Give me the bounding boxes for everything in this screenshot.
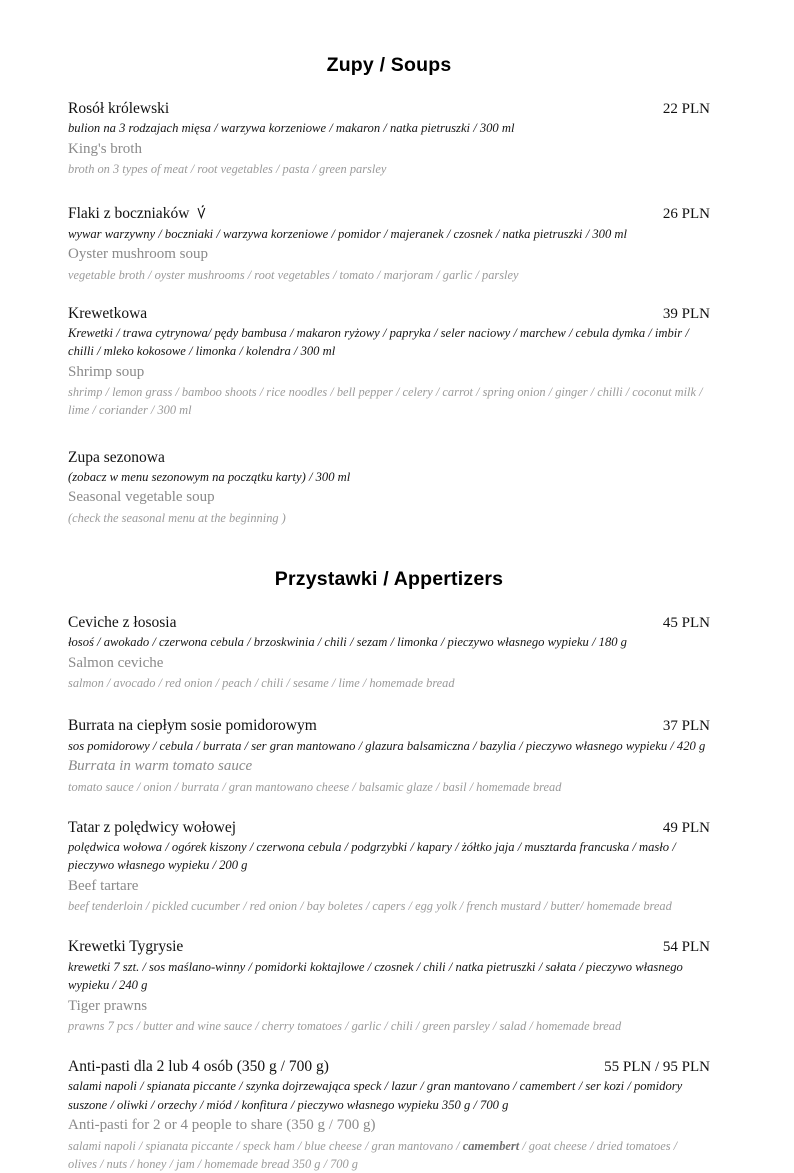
menu-item-name-en: Salmon ceviche [68,654,164,671]
menu-item-header [68,818,710,837]
menu-item [68,1057,710,1173]
menu-item-description-pl: krewetki 7 szt. / sos maślano-winny / pomidorki koktajlowe / czosnek / chili / natka pietruszki / sałata / pieczywo własnego wypieku / 240 g [68,959,683,993]
menu-item-name-pl: Rosół królewski [68,100,170,117]
menu-item-description-pl: wywar warzywny / boczniaki / warzywa korzeniowe / pomidor / majeranek / czosnek / natka pietruszki / 300 ml [68,226,627,241]
menu-item-name-pl: Burrata na ciepłym sosie pomidorowym [68,717,317,735]
menu-item-name-en: Seasonal vegetable soup [68,489,215,506]
menu-item-description-en: broth on 3 types of meat / root vegetables / pasta / green parsley [68,162,387,177]
menu-item-description-en: beef tenderloin / pickled cucumber / red onion / bay boletes / capers / egg yolk / french mustard / butter/ homemade bread [68,899,672,914]
menu-item [68,613,710,692]
menu-item-name-pl: Krewetkowa [68,304,148,322]
menu-item-description-pl: bulion na 3 rodzajach mięsa / warzywa korzeniowe / makaron / natka pietruszki / 300 ml [68,121,515,136]
menu-item-header [68,448,710,467]
menu-item-name-en: King's broth [68,140,142,157]
menu-item-name-pl: Zupa sezonowa [68,448,165,466]
menu-item-header [68,1057,710,1076]
menu-item-price: 37 PLN [662,718,710,735]
menu-item-header [68,613,710,632]
menu-item-price: 26 PLN [662,206,710,223]
menu-item-description-pl: (zobacz w menu sezonowym na początku karty) / 300 ml [68,469,351,484]
menu-item-description-pl: sos pomidorowy / cebula / burrata / ser gran mantowano / glazura balsamiczna / bazylia / pieczywo własnego wypieku / 420 g [68,738,706,753]
menu-item-header [68,99,710,118]
menu-item [68,818,710,916]
menu-item-name-pl-wrap [68,204,208,223]
menu-item-name-en: Shrimp soup [68,363,145,380]
menu-item-header [68,937,710,956]
menu-item-name-pl: Krewetki Tygrysie [68,938,184,956]
vegetarian-leaf-v-icon [195,204,208,219]
menu-item-name-pl: Flaki z boczniaków [68,205,190,223]
menu-item-header [68,304,710,323]
menu-item-name-en: Oyster mushroom soup [68,246,208,263]
menu-item-name-pl: Anti-pasti dla 2 lub 4 osób (350 g / 700 g) [68,1058,329,1076]
menu-item-description-en: prawns 7 pcs / butter and wine sauce / cherry tomatoes / garlic / chili / green parsley / salad / homemade bread [68,1019,622,1033]
menu-item-name-en: Anti-pasti for 2 or 4 people to share (350 g / 700 g) [68,1117,376,1134]
menu-item-header [68,716,710,735]
menu-item-description-en: tomato sauce / onion / burrata / gran mantowano cheese / balsamic glaze / basil / homemade bread [68,779,562,794]
menu-items-soups [68,99,710,527]
menu-item-price: 22 PLN [662,101,710,117]
section-heading-appetizers: Przystawki / Appertizers [274,567,504,590]
menu-item-description-pl: Krewetki / trawa cytrynowa/ pędy bambusa / makaron ryżowy / papryka / seler naciowy / marchew / cebula dymka / imbir / chilli / mleko kokosowe / limonka / kolendra / 300 ml [68,326,689,359]
menu-item-name-en: Burrata in warm tomato sauce [68,758,253,775]
menu-item-name-en: Tiger prawns [68,997,148,1014]
menu-item [68,448,710,527]
section-heading-soups: Zupy / Soups [326,54,452,76]
menu-item [68,304,710,420]
menu-item-description-pl: polędwica wołowa / ogórek kiszony / czerwona cebula / podgrzybki / kapary / żółtko jaja / musztarda francuska / masło / pieczywo własnego wypieku / 200 g [68,840,676,873]
menu-item-description-en: vegetable broth / oyster mushrooms / root vegetables / tomato / marjoram / garlic / parsley [68,267,519,282]
menu-item [68,204,710,283]
menu-item-description-pl: salami napoli / spianata piccante / szynka dojrzewająca speck / lazur / gran mantovano / camembert / ser kozi / pomidory suszone / oliwki / orzechy / miód / konfitura / pieczywo własnego wypieku 350 g / 700 g [68,1079,683,1112]
menu-items-appetizers [68,613,710,1173]
menu-item-price: 39 PLN [662,305,710,322]
menu-item-description-en: shrimp / lemon grass / bamboo shoots / rice noodles / bell pepper / celery / carrot / spring onion / ginger / chilli / coconut milk / lime / coriander / 300 ml [68,385,703,418]
menu-item [68,716,710,795]
menu-item-price: 55 PLN / 95 PLN [604,1059,710,1076]
menu-item-price: 49 PLN [662,819,710,836]
menu-item-price: 54 PLN [662,939,710,956]
menu-item-header [68,204,710,223]
menu-item-description-en: (check the seasonal menu at the beginning ) [68,510,286,525]
menu-item-name-en: Beef tartare [68,877,139,894]
menu-item-name-pl: Tatar z polędwicy wołowej [68,818,237,836]
menu-item-name-pl: Ceviche z łososia [68,613,177,631]
menu-item-description-en: salmon / avocado / red onion / peach / chili / sesame / lime / homemade bread [68,676,455,691]
menu-item [68,99,710,178]
menu-item-description-en: salami napoli / spianata piccante / speck ham / blue cheese / gran mantovano / camembert / goat cheese / dried tomatoes / olives / nuts / honey / jam / homemade bread 350 g / 700 g [68,1138,678,1171]
menu-item-price: 45 PLN [662,614,710,631]
menu-item [68,937,710,1035]
menu-item-description-pl: łosoś / awokado / czerwona cebula / brzoskwinia / chili / sezam / limonka / pieczywo własnego wypieku / 180 g [68,635,627,650]
